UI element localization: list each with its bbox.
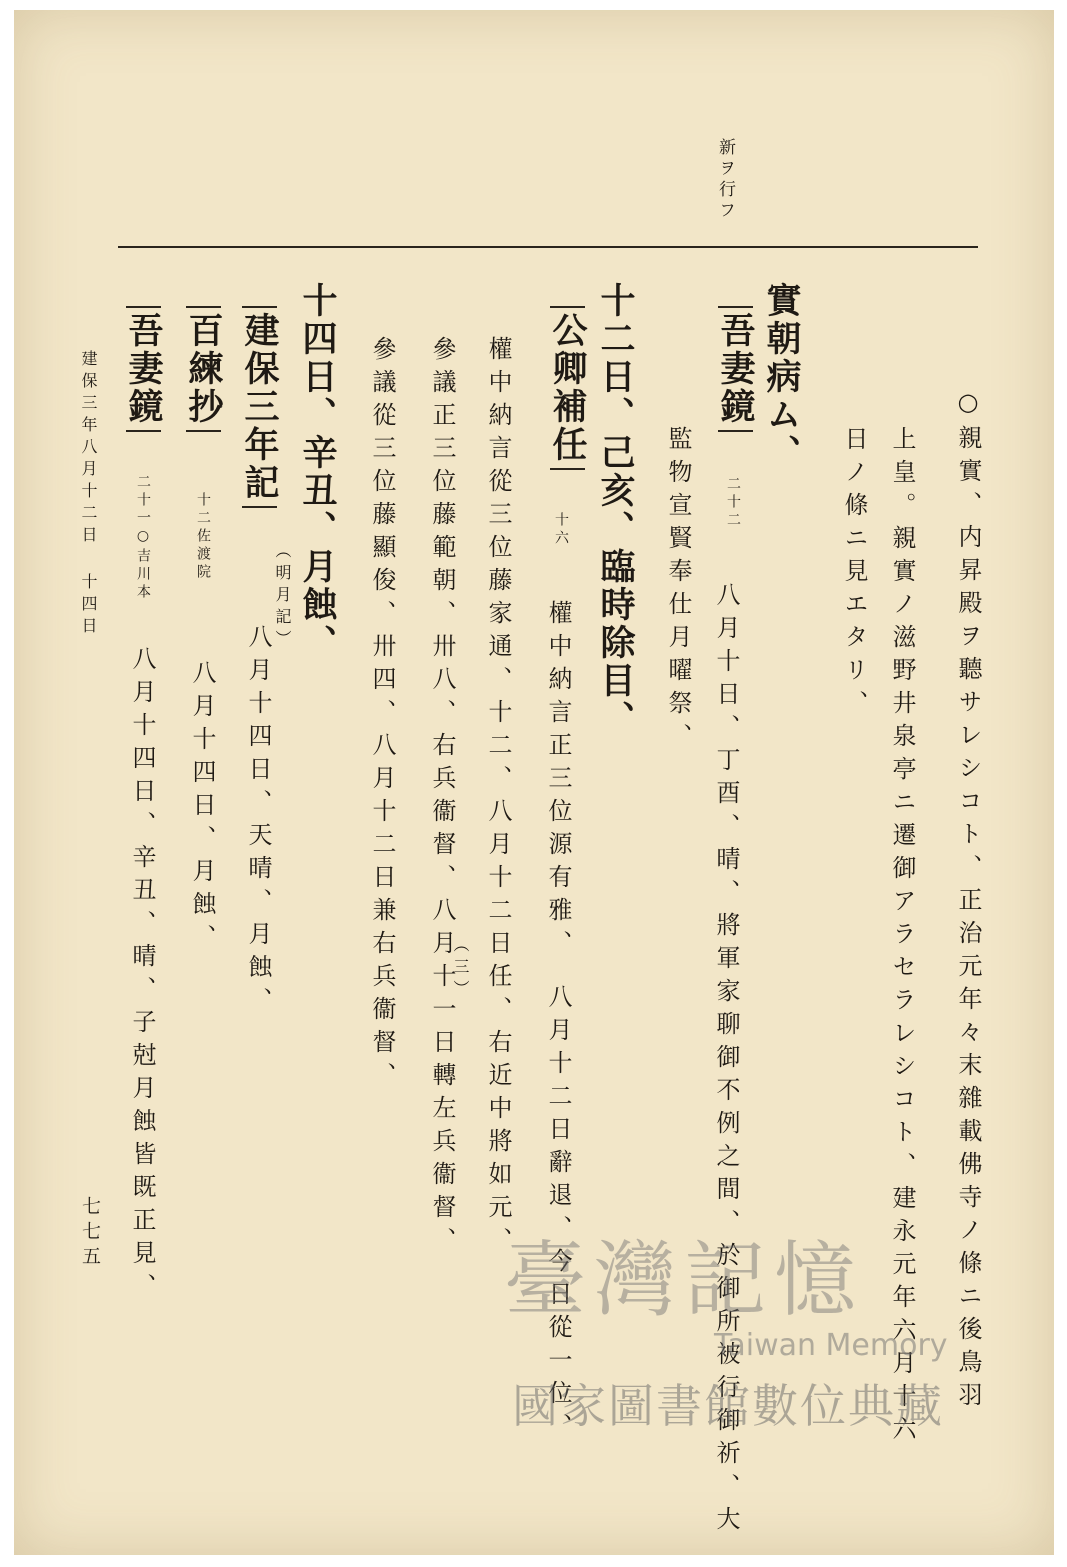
section-heading: 十四日、辛丑、月蝕、 [297,282,338,662]
watermark-subtitle: 國家圖書館數位典藏 [512,1379,944,1433]
text-column: 八月十四日、辛丑、晴、子尅月蝕皆既正見、 [128,646,156,1306]
text-column: 上皇。親實ノ滋野井泉亭ニ遷御アラセラレシコト、建永元年六月十六 [888,426,916,1449]
text-column: 八月十四日、月蝕、 [188,660,216,957]
section-heading: 實朝病ム、 [761,282,802,472]
source-volume: 十六 [553,512,569,548]
source-title: 公卿補任 [550,306,585,470]
text-column: 監物宣賢奉仕月曜祭、 [664,426,692,756]
header-rule [118,246,978,248]
source-volume: 十二佐渡院 [195,492,211,582]
text-column: 八月十四日、天晴、月蝕、 [244,624,272,1020]
text-column: 權中納言從三位藤家通、十二、八月十二日任、右近中將如元、 [484,336,512,1260]
running-head: 建保三年八月十二日 十四日 [79,350,98,639]
page-number: 七七五 [79,1196,101,1271]
source-volume: 二十一○吉川本 [135,474,151,602]
text-column: 日ノ條ニ見エタリ、 [840,426,868,723]
text-column: 參議從三位藤顯俊、卅四、八月十二日兼右兵衞督、 [368,336,396,1095]
source-volume: 二十二 [725,476,741,530]
text-column: ○親實、内昇殿ヲ聽サレシコト、正治元年々末雜載佛寺ノ條ニ後鳥羽 [954,388,982,1415]
text-column: 參議正三位藤範朝、卅八、右兵衞督、八月十一日轉左兵衞督、 [428,336,456,1260]
margin-note: 新ヲ行フ [715,138,735,222]
watermark-logo: 臺灣記憶 [504,1233,865,1328]
source-title: 百練抄 [186,306,221,432]
document-page [14,10,1054,1555]
source-title: 吾妻鏡 [718,306,753,432]
source-subtitle: （明月記） [273,542,292,652]
text-column: 八月十日、丁酉、晴、將軍家聊御不例之間、於御所被行御祈、大 [712,582,740,1539]
source-title: 建保三年記 [242,306,277,508]
section-heading: 十二日、己亥、臨時除目、 [595,282,636,738]
source-title: 吾妻鏡 [126,306,161,432]
watermark-english: Taiwan Memory [714,1328,948,1363]
text-column: 權中納言正三位源有雅、 八月十二日辭退、今日從一位、 [544,600,572,1446]
footnote-marker: （三） [451,936,470,1002]
